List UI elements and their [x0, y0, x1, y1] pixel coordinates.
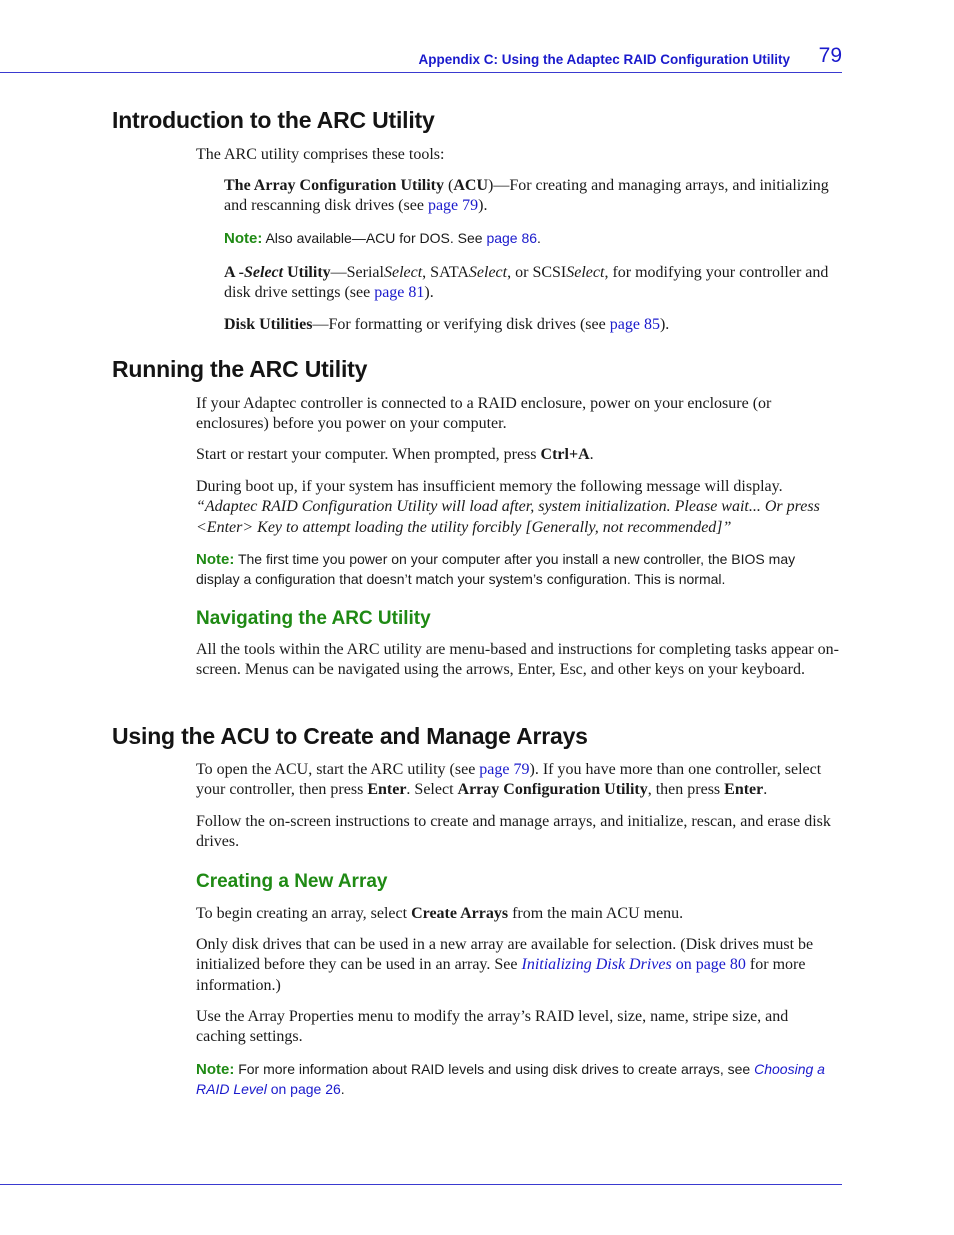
acu-paragraph-2: Follow the on-screen instructions to create and manage arrays, and initialize, rescan, and erase disk drives. [196, 813, 831, 851]
running-paragraph-1: If your Adaptec controller is connected to a RAID enclosure, power on your enclosure (or enclosures) before you power on your computer. [196, 395, 772, 433]
note-raid-levels: Note: For more information about RAID levels and using disk drives to create arrays, see Choosing a RAID Level on page 26. [196, 1061, 825, 1097]
acu-tool-item: The Array Configuration Utility (ACU)—For creating and managing arrays, and initializing and rescanning disk drives (see page 79). [224, 177, 829, 215]
running-header [0, 44, 842, 73]
create-paragraph-1: To begin creating an array, select Create Arrays from the main ACU menu. [196, 905, 684, 922]
heading-using-acu: Using the ACU to Create and Manage Arrays [112, 723, 588, 749]
running-title: Appendix C: Using the Adaptec RAID Configuration Utility [418, 52, 790, 67]
create-paragraph-3: Use the Array Properties menu to modify the array’s RAID level, size, name, stripe size, and caching settings. [196, 1008, 789, 1046]
link-initializing-disk-drives[interactable]: Initializing Disk Drives on page 80 [521, 956, 746, 974]
disk-utilities-item: Disk Utilities—For formatting or verifying disk drives (see page 85). [224, 316, 670, 333]
link-page-79[interactable]: page 79 [479, 761, 530, 778]
footer-rule [0, 1184, 842, 1185]
page-number: 79 [818, 44, 842, 67]
running-paragraph-2: Start or restart your computer. When prompted, press Ctrl+A. [196, 446, 594, 463]
select-utility-item: A -Select Utility—SerialSelect, SATASelect, or SCSISelect, for modifying your controller and disk drive settings (see page 81). [224, 264, 829, 302]
intro-paragraph: The ARC utility comprises these tools: [196, 146, 445, 163]
note-label: Note: [196, 1061, 235, 1078]
heading-running: Running the ARC Utility [112, 356, 368, 382]
note-acu-dos: Note: Also available—ACU for DOS. See page 86. [224, 230, 541, 247]
link-page-81[interactable]: page 81 [374, 284, 425, 302]
note-label: Note: [196, 551, 235, 568]
note-bios: Note: The first time you power on your computer after you install a new controller, the BIOS may display a configuration that doesn’t match your system’s configuration. This is normal. [196, 551, 796, 587]
link-page-79[interactable]: page 79 [427, 197, 479, 215]
running-paragraph-3: During boot up, if your system has insufficient memory the following message will display. “Adaptec RAID Configuration Utility will load after, system initialization. Please wait... Or press <Enter> Key to attempt loading the utility forcibly [Generally, not recommended]” [196, 478, 820, 536]
note-label: Note: [224, 230, 263, 247]
heading-navigating: Navigating the ARC Utility [196, 608, 431, 629]
navigating-paragraph: All the tools within the ARC utility are menu-based and instructions for completing tasks appear on-screen. Menus can be navigated using the arrows, Enter, Esc, and other keys on your keyboard. [196, 641, 839, 679]
link-choosing-raid-level[interactable]: Choosing a RAID Level on page 26 [196, 1061, 825, 1097]
heading-introduction: Introduction to the ARC Utility [112, 107, 435, 133]
acu-paragraph-1: To open the ACU, start the ARC utility (see page 79). If you have more than one controller, select your controller, then press Enter. Select Array Configuration Utility, then press Enter. [196, 761, 822, 799]
link-page-85[interactable]: page 85 [609, 316, 660, 333]
create-paragraph-2: Only disk drives that can be used in a new array are available for selection. (Disk drives must be initialized before they can be used in an array. See Initializing Disk Drives on page 80 for more information.) [196, 936, 814, 994]
link-page-86[interactable]: page 86 [486, 230, 538, 246]
heading-creating-array: Creating a New Array [196, 871, 388, 892]
